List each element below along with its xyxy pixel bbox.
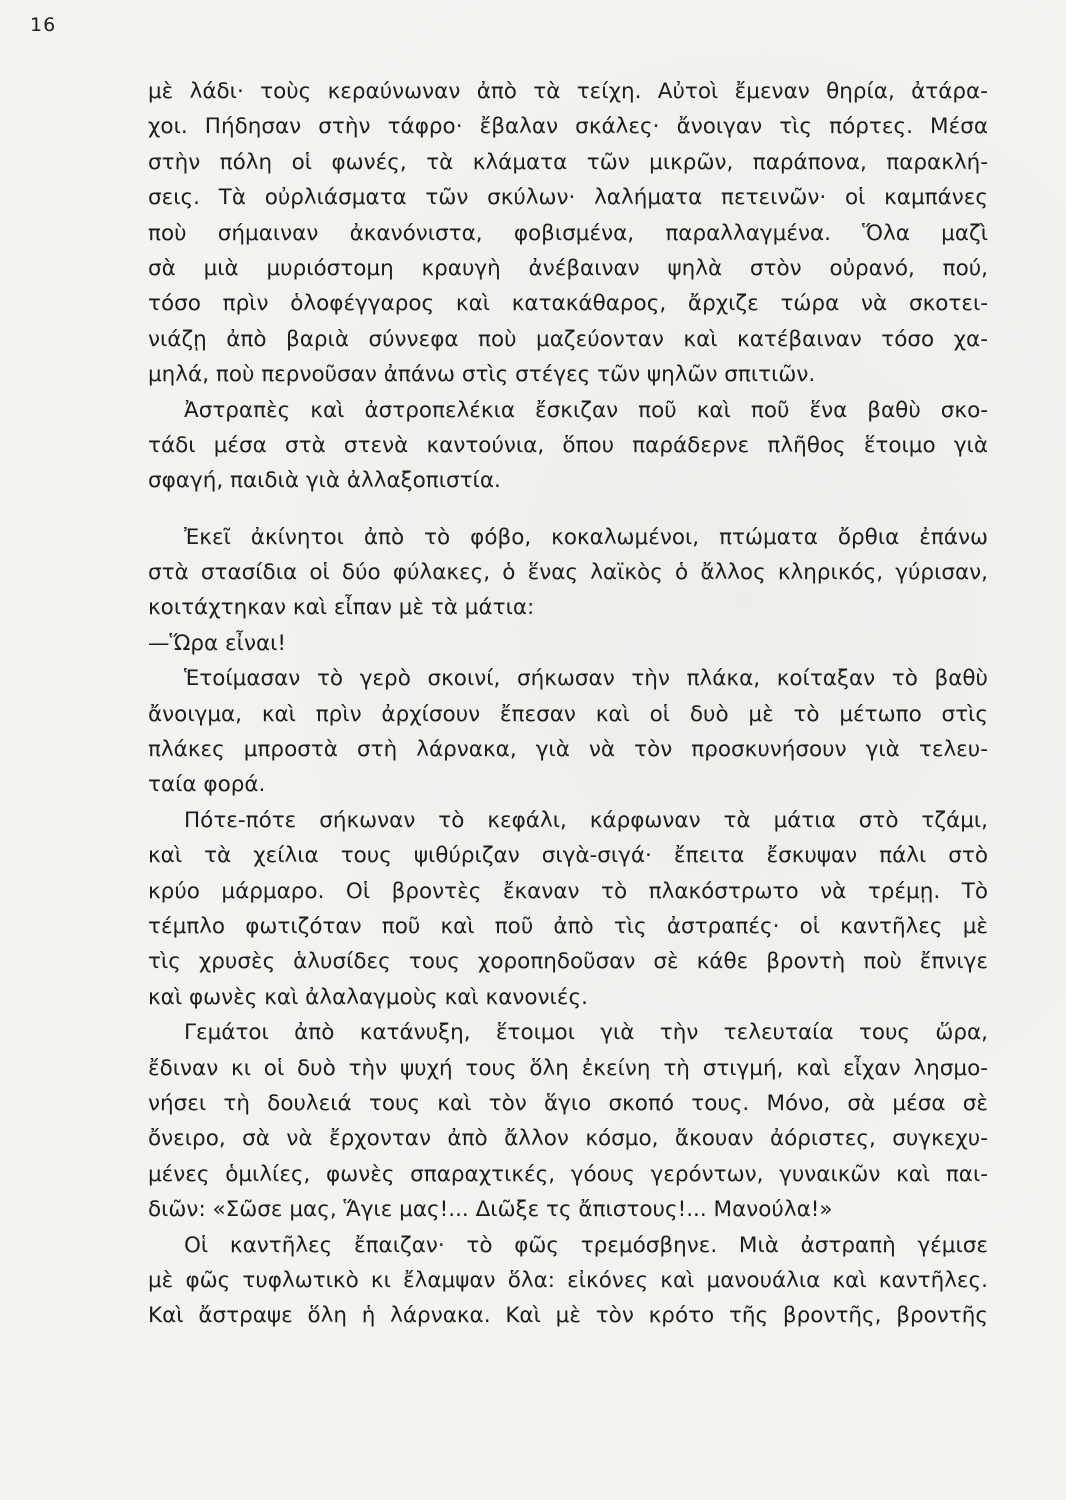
page-number: 16 [30, 14, 57, 36]
text-line: σὰ μιὰ μυριόστομη κραυγὴ ἀνέβαιναν ψηλὰ στὸν οὐρανό, πού, [148, 255, 988, 281]
text-line: κοιτάχτηκαν καὶ εἶπαν μὲ τὰ μάτια: [148, 595, 535, 621]
text-line: κρύο μάρμαρο. Οἱ βροντὲς ἔκαναν τὸ πλακόστρωτο νὰ τρέμῃ. Τὸ [148, 878, 988, 904]
text-line: νιάζῃ ἀπὸ βαριὰ σύννεφα ποὺ μαζεύονταν καὶ κατέβαιναν τόσο χα- [148, 326, 988, 352]
text-line: χοι. Πήδησαν στὴν τάφρο· ἔβαλαν σκάλες· ἄνοιγαν τὶς πόρτες. Μέσα [148, 114, 988, 140]
text-line: μηλά, ποὺ περνοῦσαν ἀπάνω στὶς στέγες τῶν ψηλῶν σπιτιῶν. [148, 362, 816, 388]
dialogue-line: —Ὥρα εἶναι! [148, 630, 287, 656]
text-line: ταία φορά. [148, 772, 266, 798]
text-line: πλάκες μπροστὰ στὴ λάρνακα, γιὰ νὰ τὸν προσκυνήσουν γιὰ τελευ- [148, 737, 988, 763]
text-line: ἄνοιγμα, καὶ πρὶν ἀρχίσουν ἔπεσαν καὶ οἱ δυὸ μὲ τὸ μέτωπο στὶς [148, 701, 988, 727]
paragraph-start: Οἱ καντῆλες ἔπαιζαν· τὸ φῶς τρεμόσβηνε. Μιὰ ἀστραπὴ γέμισε [184, 1232, 988, 1258]
text-line: τὶς χρυσὲς ἁλυσίδες τους χοροπηδοῦσαν σὲ κάθε βροντὴ ποὺ ἔπνιγε [148, 949, 988, 975]
text-line: καὶ τὰ χείλια τους ψιθύριζαν σιγὰ-σιγά· ἔπειτα ἔσκυψαν πάλι στὸ [148, 843, 988, 869]
text-line: τέμπλο φωτιζόταν ποῦ καὶ ποῦ ἀπὸ τὶς ἀστραπές· οἱ καντῆλες μὲ [148, 913, 988, 939]
text-line: στὴν πόλη οἱ φωνές, τὰ κλάματα τῶν μικρῶν, παράπονα, παρακλή- [148, 149, 988, 175]
text-line: νήσει τὴ δουλειά τους καὶ τὸν ἅγιο σκοπό τους. Μόνο, σὰ μέσα σὲ [148, 1090, 988, 1116]
text-line: καὶ φωνὲς καὶ ἀλαλαγμοὺς καὶ κανονιές. [148, 984, 588, 1010]
text-line: στὰ στασίδια οἱ δύο φύλακες, ὁ ἕνας λαϊκὸς ὁ ἄλλος κληρικός, γύρισαν, [148, 560, 988, 586]
text-line: Καὶ ἄστραψε ὅλη ἡ λάρνακα. Καὶ μὲ τὸν κρότο τῆς βροντῆς, βροντῆς [148, 1303, 988, 1329]
text-line: μὲ λάδι· τοὺς κεραύνωναν ἀπὸ τὰ τείχη. Αὐτοὶ ἔμεναν θηρία, ἀτάρα- [148, 79, 988, 104]
text-line: ἔδιναν κι οἱ δυὸ τὴν ψυχή τους ὅλη ἐκείνη τὴ στιγμή, καὶ εἶχαν λησμο- [148, 1055, 988, 1081]
text-line: τάδι μέσα στὰ στενὰ καντούνια, ὅπου παράδερνε πλῆθος ἕτοιμο γιὰ [148, 432, 988, 458]
paragraph-start: Γεμάτοι ἀπὸ κατάνυξη, ἕτοιμοι γιὰ τὴν τελευταία τους ὥρα, [184, 1020, 988, 1046]
paragraph-gap [148, 499, 988, 520]
text-line: τόσο πρὶν ὁλοφέγγαρος καὶ κατακάθαρος, ἄρχιζε τώρα νὰ σκοτει- [148, 291, 988, 317]
paragraph-start: Ἐκεῖ ἀκίνητοι ἀπὸ τὸ φόβο, κοκαλωμένοι, πτώματα ὄρθια ἐπάνω [184, 524, 988, 550]
text-line: σεις. Τὰ οὐρλιάσματα τῶν σκύλων· λαλήματα πετεινῶν· οἱ καμπάνες [148, 185, 988, 211]
paragraph-start: Ἑτοίμασαν τὸ γερὸ σκοινί, σήκωσαν τὴν πλάκα, κοίταξαν τὸ βαθὺ [184, 666, 988, 692]
paragraph-start: Πότε-πότε σήκωναν τὸ κεφάλι, κάρφωναν τὰ μάτια στὸ τζάμι, [184, 807, 988, 833]
text-line: μὲ φῶς τυφλωτικὸ κι ἔλαμψαν ὅλα: εἰκόνες καὶ μανουάλια καὶ καντῆλες. [148, 1267, 988, 1293]
text-line: μένες ὁμιλίες, φωνὲς σπαραχτικές, γόους γερόντων, γυναικῶν καὶ παι- [148, 1161, 988, 1187]
text-line: ὄνειρο, σὰ νὰ ἔρχονταν ἀπὸ ἄλλον κόσμο, ἄκουαν ἀόριστες, συγκεχυ- [148, 1126, 988, 1152]
text-line: σφαγή, παιδιὰ γιὰ ἀλλαξοπιστία. [148, 468, 501, 494]
text-line: διῶν: «Σῶσε μας, Ἅγιε μας!... Διῶξε τς ἄπιστους!... Μανούλα!» [148, 1197, 833, 1223]
paragraph-start: Ἀστραπὲς καὶ ἀστροπελέκια ἔσκιζαν ποῦ καὶ ποῦ ἕνα βαθὺ σκο- [184, 397, 988, 423]
body-text [148, 74, 988, 1334]
text-line: ποὺ σήμαιναν ἀκανόνιστα, φοβισμένα, παραλλαγμένα. Ὅλα μαζὶ [148, 220, 988, 246]
